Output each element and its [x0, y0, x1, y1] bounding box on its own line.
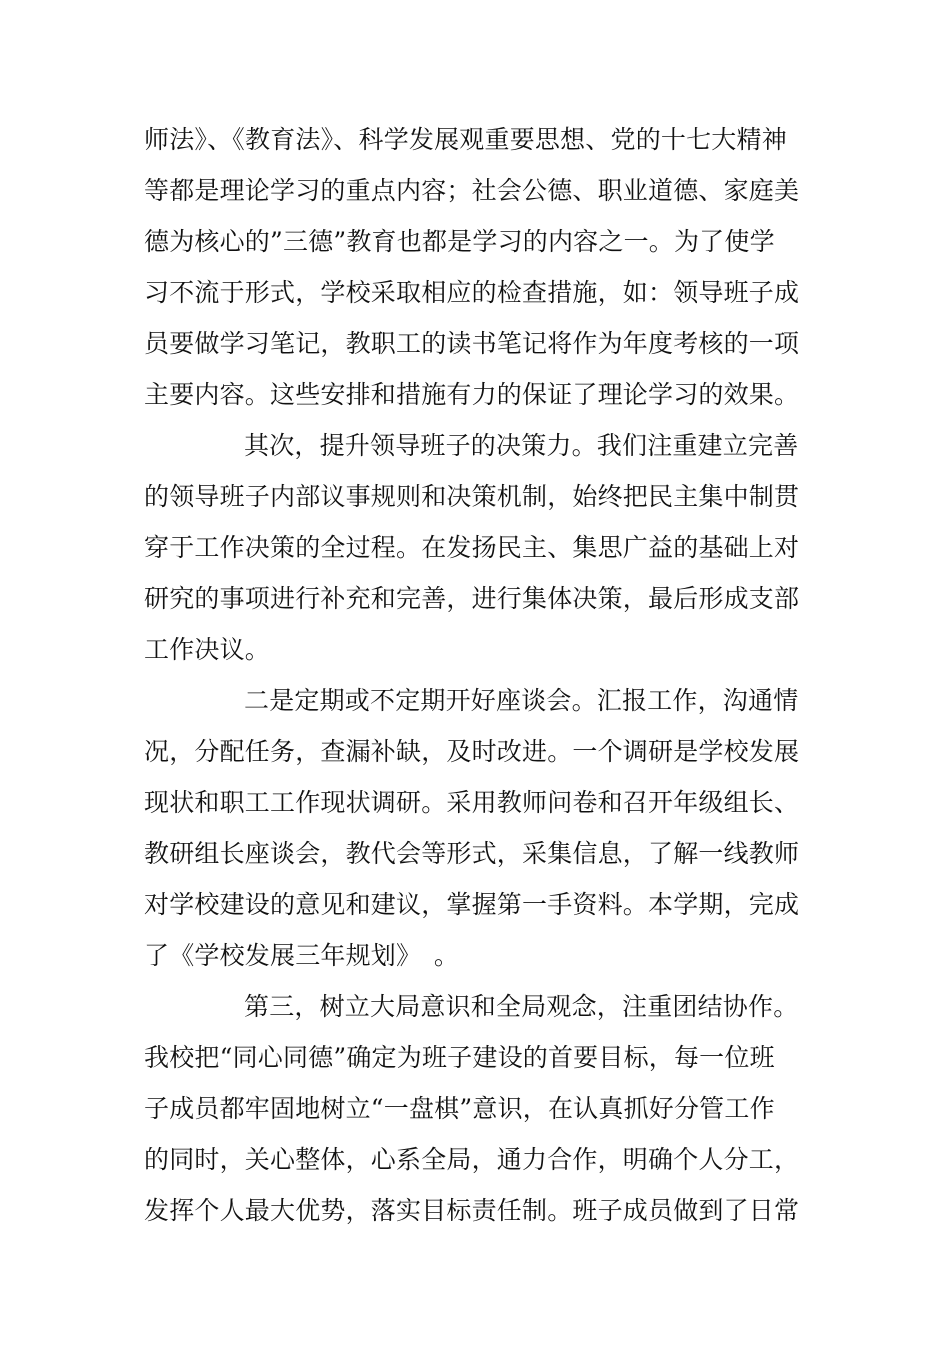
text-line: 主要内容。这些安排和措施有力的保证了理论学习的效果。	[144, 380, 800, 409]
text-line: 子成员都牢固地树立“一盘棋”意识，在认真抓好分管工作	[144, 1094, 775, 1123]
text-line: 的领导班子内部议事规则和决策机制，始终把民主集中制贯	[144, 482, 800, 511]
text-line: 我校把“同心同德”确定为班子建设的首要目标，每一位班	[144, 1043, 775, 1072]
text-line: 的同时，关心整体，心系全局，通力合作，明确个人分工，	[144, 1145, 800, 1174]
text-line: 教研组长座谈会，教代会等形式，采集信息，了解一线教师	[144, 839, 800, 868]
paragraph-first-line: 第三，树立大局意识和全局观念，注重团结协作。	[244, 992, 799, 1021]
text-line: 了《学校发展三年规划》 。	[144, 941, 460, 970]
text-line: 发挥个人最大优势，落实目标责任制。班子成员做到了日常	[144, 1196, 800, 1225]
text-line: 德为核心的”三德”教育也都是学习的内容之一。为了使学	[144, 227, 775, 256]
text-line: 师法》、《教育法》、科学发展观重要思想、党的十七大精神	[144, 125, 787, 154]
text-line: 穿于工作决策的全过程。在发扬民主、集思广益的基础上对	[144, 533, 800, 562]
text-line: 等都是理论学习的重点内容；社会公德、职业道德、家庭美	[144, 176, 800, 205]
text-line: 况，分配任务，查漏补缺，及时改进。一个调研是学校发展	[144, 737, 800, 766]
text-line: 工作决议。	[144, 635, 271, 664]
text-line: 对学校建设的意见和建议，掌握第一手资料。本学期，完成	[144, 890, 800, 919]
text-line: 现状和职工工作现状调研。采用教师问卷和召开年级组长、	[144, 788, 800, 817]
text-line: 习不流于形式，学校采取相应的检查措施，如：领导班子成	[144, 278, 800, 307]
text-line: 研究的事项进行补充和完善，进行集体决策，最后形成支部	[144, 584, 800, 613]
paragraph-first-line: 其次，提升领导班子的决策力。我们注重建立完善	[244, 431, 799, 460]
paragraph-first-line: 二是定期或不定期开好座谈会。汇报工作，沟通情	[244, 686, 799, 715]
text-line: 员要做学习笔记，教职工的读书笔记将作为年度考核的一项	[144, 329, 800, 358]
